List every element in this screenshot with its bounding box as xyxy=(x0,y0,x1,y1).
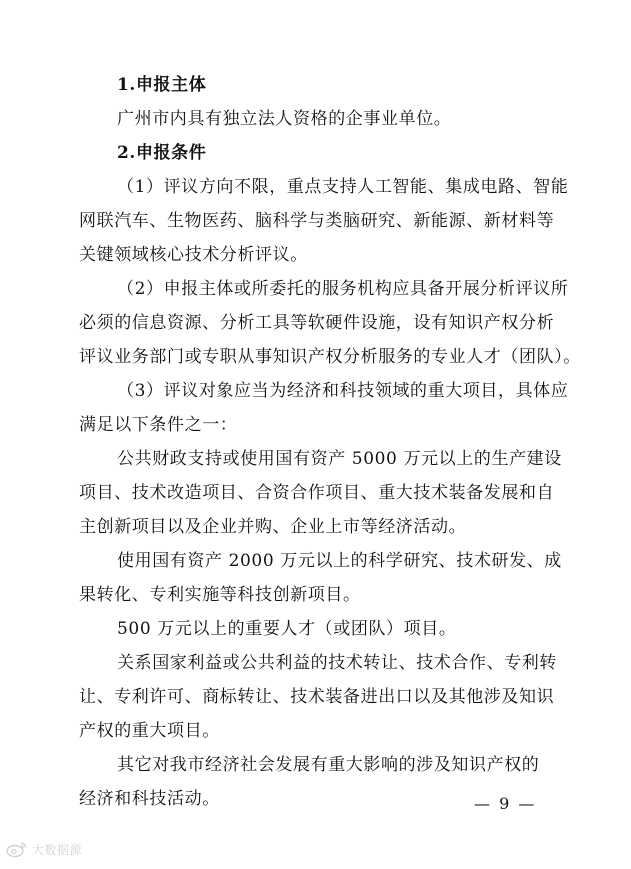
paragraph-line: 网联汽车、生物医药、脑科学与类脑研究、新能源、新材料等 xyxy=(79,211,555,231)
paragraph-line: 广州市内具有独立法人资格的企事业单位。 xyxy=(117,109,452,129)
paragraph-line: 关键领域核心技术分析评议。 xyxy=(79,245,308,265)
paragraph-line: 果转化、专利实施等科技创新项目。 xyxy=(79,585,361,605)
paragraph-line: 其它对我市经济社会发展有重大影响的涉及知识产权的 xyxy=(117,755,540,775)
paragraph-line: 项目、技术改造项目、合资合作项目、重大技术装备发展和自 xyxy=(79,483,555,503)
paragraph-line: 关系国家利益或公共利益的技术转让、技术合作、专利转 xyxy=(117,653,557,673)
paragraph-line: 满足以下条件之一： xyxy=(79,415,238,435)
paragraph-line: 500 万元以上的重要人才（或团队）项目。 xyxy=(117,619,457,639)
paragraph-line: （3）评议对象应当为经济和科技领域的重大项目，具体应 xyxy=(117,381,569,401)
paragraph-line: 让、专利许可、商标转让、技术装备进出口以及其他涉及知识 xyxy=(79,687,555,707)
watermark xyxy=(6,840,82,858)
paragraph-line: 主创新项目以及企业并购、企业上市等经济活动。 xyxy=(79,517,467,537)
watermark-text: 大数据源 xyxy=(32,842,83,857)
paragraph-line: （1）评议方向不限，重点支持人工智能、集成电路、智能 xyxy=(117,177,569,197)
paragraph-line: 经济和科技活动。 xyxy=(79,789,220,809)
paragraph-line: 产权的重大项目。 xyxy=(79,721,220,741)
page-number: — 9 — xyxy=(474,794,537,813)
paragraph-line: 必须的信息资源、分析工具等软硬件设施，设有知识产权分析 xyxy=(79,313,555,333)
paragraph-line: 使用国有资产 2000 万元以上的科学研究、技术研发、成 xyxy=(117,551,562,571)
section-heading-applicant: 1.申报主体 xyxy=(117,75,207,95)
weibo-logo-icon xyxy=(6,840,28,858)
paragraph-line: 评议业务部门或专职从事知识产权分析服务的专业人才（团队）。 xyxy=(79,347,581,367)
paragraph-line: （2）申报主体或所委托的服务机构应具备开展分析评议所 xyxy=(117,279,569,299)
paragraph-line: 公共财政支持或使用国有资产 5000 万元以上的生产建设 xyxy=(117,449,562,469)
section-heading-conditions: 2.申报条件 xyxy=(117,143,207,163)
